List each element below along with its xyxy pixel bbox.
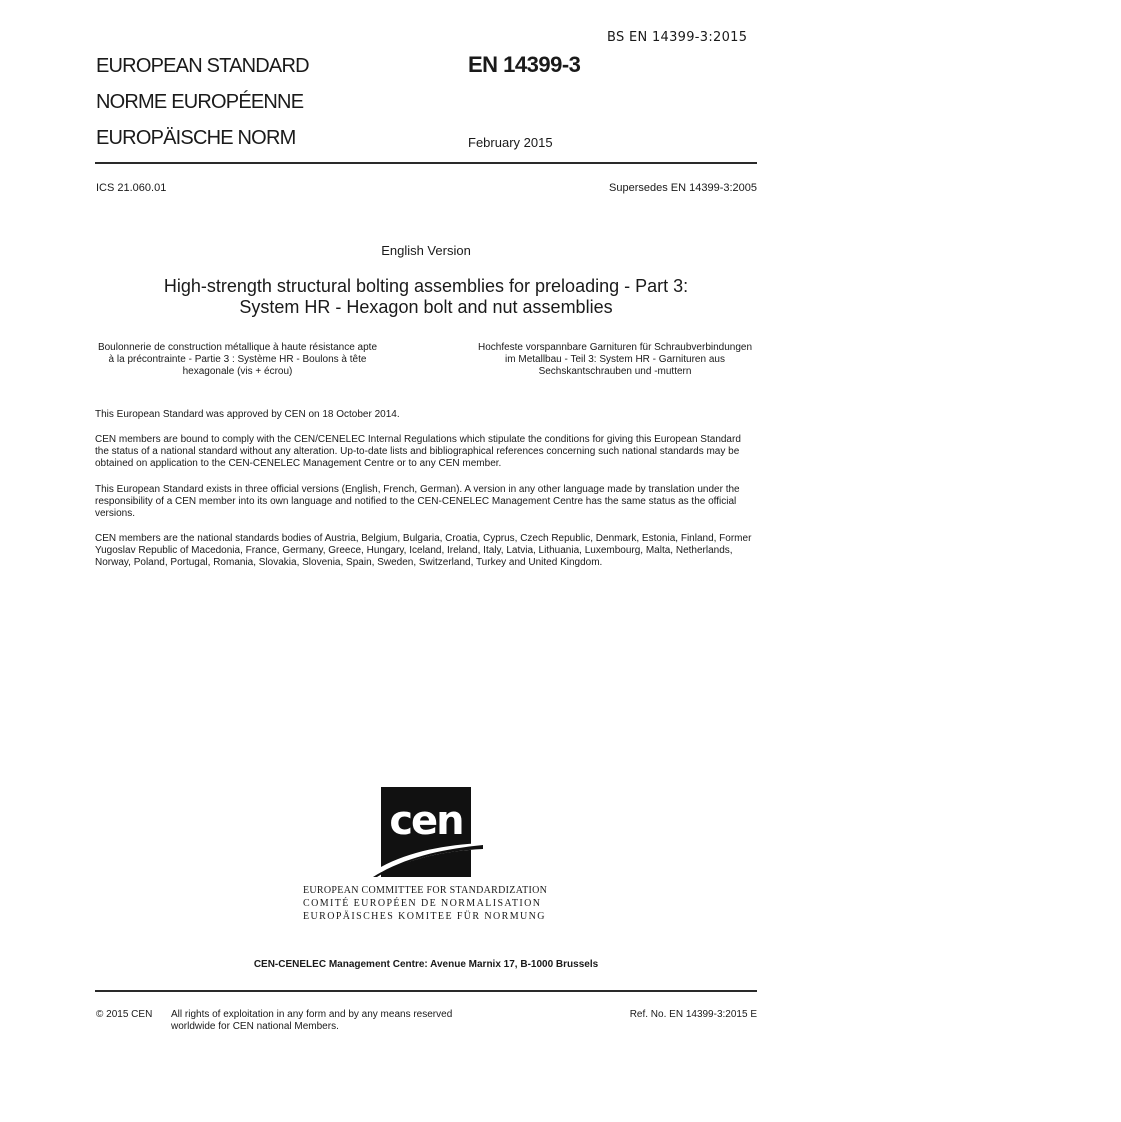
header-divider — [95, 162, 757, 164]
ics-code: ICS 21.060.01 — [96, 182, 167, 194]
rights-line-2: worldwide for CEN national Members. — [171, 1021, 339, 1032]
committee-name-fr: COMITÉ EUROPÉEN DE NORMALISATION — [303, 898, 542, 909]
members-paragraph: CEN members are the national standards bodies of Austria, Belgium, Bulgaria, Croatia, Cyprus, Czech Republic, Denmark, Estonia, Finland, Former Yugoslav Republic of Macedonia, France, Germany, Greece, Hungary, Iceland, Ireland, Italy, Latvia, Lithuania, Luxembourg, Malta, Netherlands, Norway, Poland, Portugal, Romania, Slovakia, Slovenia, Spain, Sweden, Switzerland, Turkey and United Kingdom. — [95, 533, 752, 568]
reference-number: Ref. No. EN 14399-3:2015 E — [629, 1009, 757, 1020]
en-number: EN 14399-3 — [468, 52, 581, 77]
official-versions-paragraph: This European Standard exists in three official versions (English, French, German). A version in any other language made by translation under the responsibility of a CEN member into its own language and notified to the CEN-CENELEC Management Centre has the same status as the official versions. — [95, 484, 740, 519]
management-centre-address: CEN-CENELEC Management Centre: Avenue Marnix 17, B-1000 Brussels — [253, 959, 599, 970]
committee-name-en: EUROPEAN COMMITTEE FOR STANDARDIZATION — [303, 885, 548, 896]
compliance-paragraph: CEN members are bound to comply with the CEN/CENELEC Internal Regulations which stipulate the conditions for giving this European Standard the status of a national standard without any alteration. Up-to-date lists and bibliographical references concerning such national standards may be obtained on application to the CEN-CENELEC Management Centre or to any CEN member. — [95, 434, 741, 469]
bs-reference: BS EN 14399-3:2015 — [607, 30, 748, 45]
document-title: High-strength structural bolting assemblies for preloading - Part 3: System HR - Hexagon bolt and nut assemblies — [163, 276, 689, 317]
publication-date: February 2015 — [468, 135, 553, 150]
cen-logo — [371, 787, 483, 877]
supersedes-note: Supersedes EN 14399-3:2005 — [609, 182, 757, 194]
footer-divider — [95, 990, 757, 992]
approval-statement: This European Standard was approved by CEN on 18 October 2014. — [95, 409, 400, 420]
standard-name-en: EUROPEAN STANDARD — [96, 55, 309, 77]
standard-name-de: EUROPÄISCHE NORM — [96, 127, 296, 149]
rights-line-1: All rights of exploitation in any form and by any means reserved — [171, 1009, 453, 1020]
svg-text:cen: cen — [389, 798, 463, 844]
standard-name-fr: NORME EUROPÉENNE — [96, 91, 304, 113]
language-version: English Version — [381, 243, 471, 258]
title-french: Boulonnerie de construction métallique à haute résistance apte à la précontrainte - Partie 3 : Système HR - Boulons à tête hexagonale (vis + écrou) — [97, 342, 378, 377]
title-german: Hochfeste vorspannbare Garnituren für Schraubverbindungen im Metallbau - Teil 3: System HR - Garnituren aus Sechskantschrauben und -muttern — [477, 342, 753, 377]
committee-name-de: EUROPÄISCHES KOMITEE FÜR NORMUNG — [303, 911, 546, 922]
copyright: © 2015 CEN — [96, 1009, 153, 1020]
